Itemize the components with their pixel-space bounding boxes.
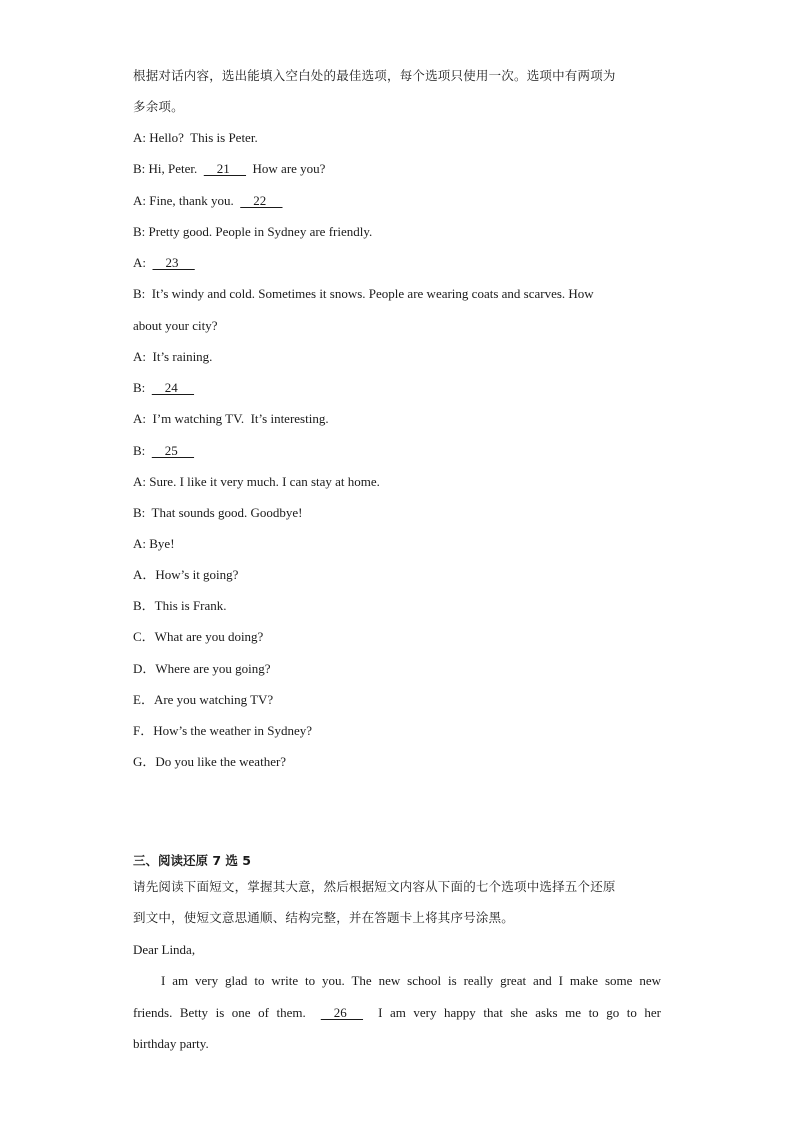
dialogue-text: How are you? xyxy=(246,161,326,177)
dialogue-text: A: Bye! xyxy=(133,536,175,552)
answer-blank: 24 xyxy=(151,380,195,395)
option-item: G．Do you like the weather? xyxy=(133,754,287,770)
dialogue-text: A: Hello? This is Peter. xyxy=(133,130,258,145)
answer-blank: 25 xyxy=(151,442,195,458)
dialogue-text: A: Sure. I like it very much. I can stay at home. xyxy=(133,473,380,489)
text-span: I am very happy that she asks me to go to her xyxy=(363,1005,661,1020)
dialogue-text: A: xyxy=(133,255,153,270)
dialogue-line xyxy=(133,349,212,365)
answer-blank-26: 26 xyxy=(320,1005,364,1020)
dialogue-text: about your city? xyxy=(133,317,218,333)
letter-paragraph-line-1: I am very glad to write to you. The new school is really great and I make some new xyxy=(161,973,661,988)
letter-paragraph-line-3: birthday party. xyxy=(133,1036,209,1051)
answer-blank: 23 xyxy=(152,255,195,270)
option-item: E．Are you watching TV? xyxy=(133,691,274,707)
dialogue-text: B: It’s windy and cold. Sometimes it snows. People are wearing coats and scarves. How xyxy=(133,286,594,302)
answer-blank: 21 xyxy=(203,161,247,177)
dialogue-text: A: Fine, thank you. xyxy=(133,192,241,208)
dialogue-text: A: It’s raining. xyxy=(133,348,213,364)
option-item: C．What are you doing? xyxy=(133,629,264,645)
dialogue-line xyxy=(133,443,194,459)
instruction-line-2: 多余项。 xyxy=(133,99,184,114)
section-heading: 三、阅读还原 7 选 5 xyxy=(133,853,251,868)
dialogue-line xyxy=(133,411,329,427)
dialogue-line xyxy=(133,193,283,209)
dialogue-line xyxy=(133,130,258,146)
dialogue-text: B: Hi, Peter. xyxy=(133,161,204,177)
dialogue-line xyxy=(133,286,594,302)
option-item: D．Where are you going? xyxy=(133,660,271,676)
option-item: B．This is Frank. xyxy=(133,598,227,614)
answer-blank: 22 xyxy=(240,192,283,208)
text-span: friends. Betty is one of them. xyxy=(133,1005,321,1020)
dialogue-text: A: I’m watching TV. It’s interesting. xyxy=(133,411,329,427)
letter-salutation: Dear Linda, xyxy=(133,942,196,957)
dialogue-line xyxy=(133,474,380,490)
option-item: F．How’s the weather in Sydney? xyxy=(133,723,313,738)
reading-instruction-line-2: 到文中，使短文意思通顺、结构完整，并在答题卡上将其序号涂黑。 xyxy=(133,910,515,925)
dialogue-line xyxy=(133,255,195,271)
dialogue-text: B: xyxy=(133,380,152,395)
dialogue-line xyxy=(133,161,325,177)
reading-instruction-line-1: 请先阅读下面短文，掌握其大意，然后根据短文内容从下面的七个选项中选择五个还原 xyxy=(133,879,616,894)
dialogue-text: B: That sounds good. Goodbye! xyxy=(133,505,303,520)
dialogue-line xyxy=(133,505,302,521)
dialogue-text: B: Pretty good. People in Sydney are friendly. xyxy=(133,223,373,239)
dialogue-line xyxy=(133,318,217,334)
instruction-line-1: 根据对话内容，选出能填入空白处的最佳选项，每个选项只使用一次。选项中有两项为 xyxy=(133,68,616,83)
dialogue-line xyxy=(133,380,194,396)
dialogue-line xyxy=(133,536,175,552)
dialogue-text: B: xyxy=(133,442,152,458)
letter-paragraph-line-2 xyxy=(133,1005,661,1021)
dialogue-line xyxy=(133,224,372,240)
option-item: A．How’s it going? xyxy=(133,567,239,582)
